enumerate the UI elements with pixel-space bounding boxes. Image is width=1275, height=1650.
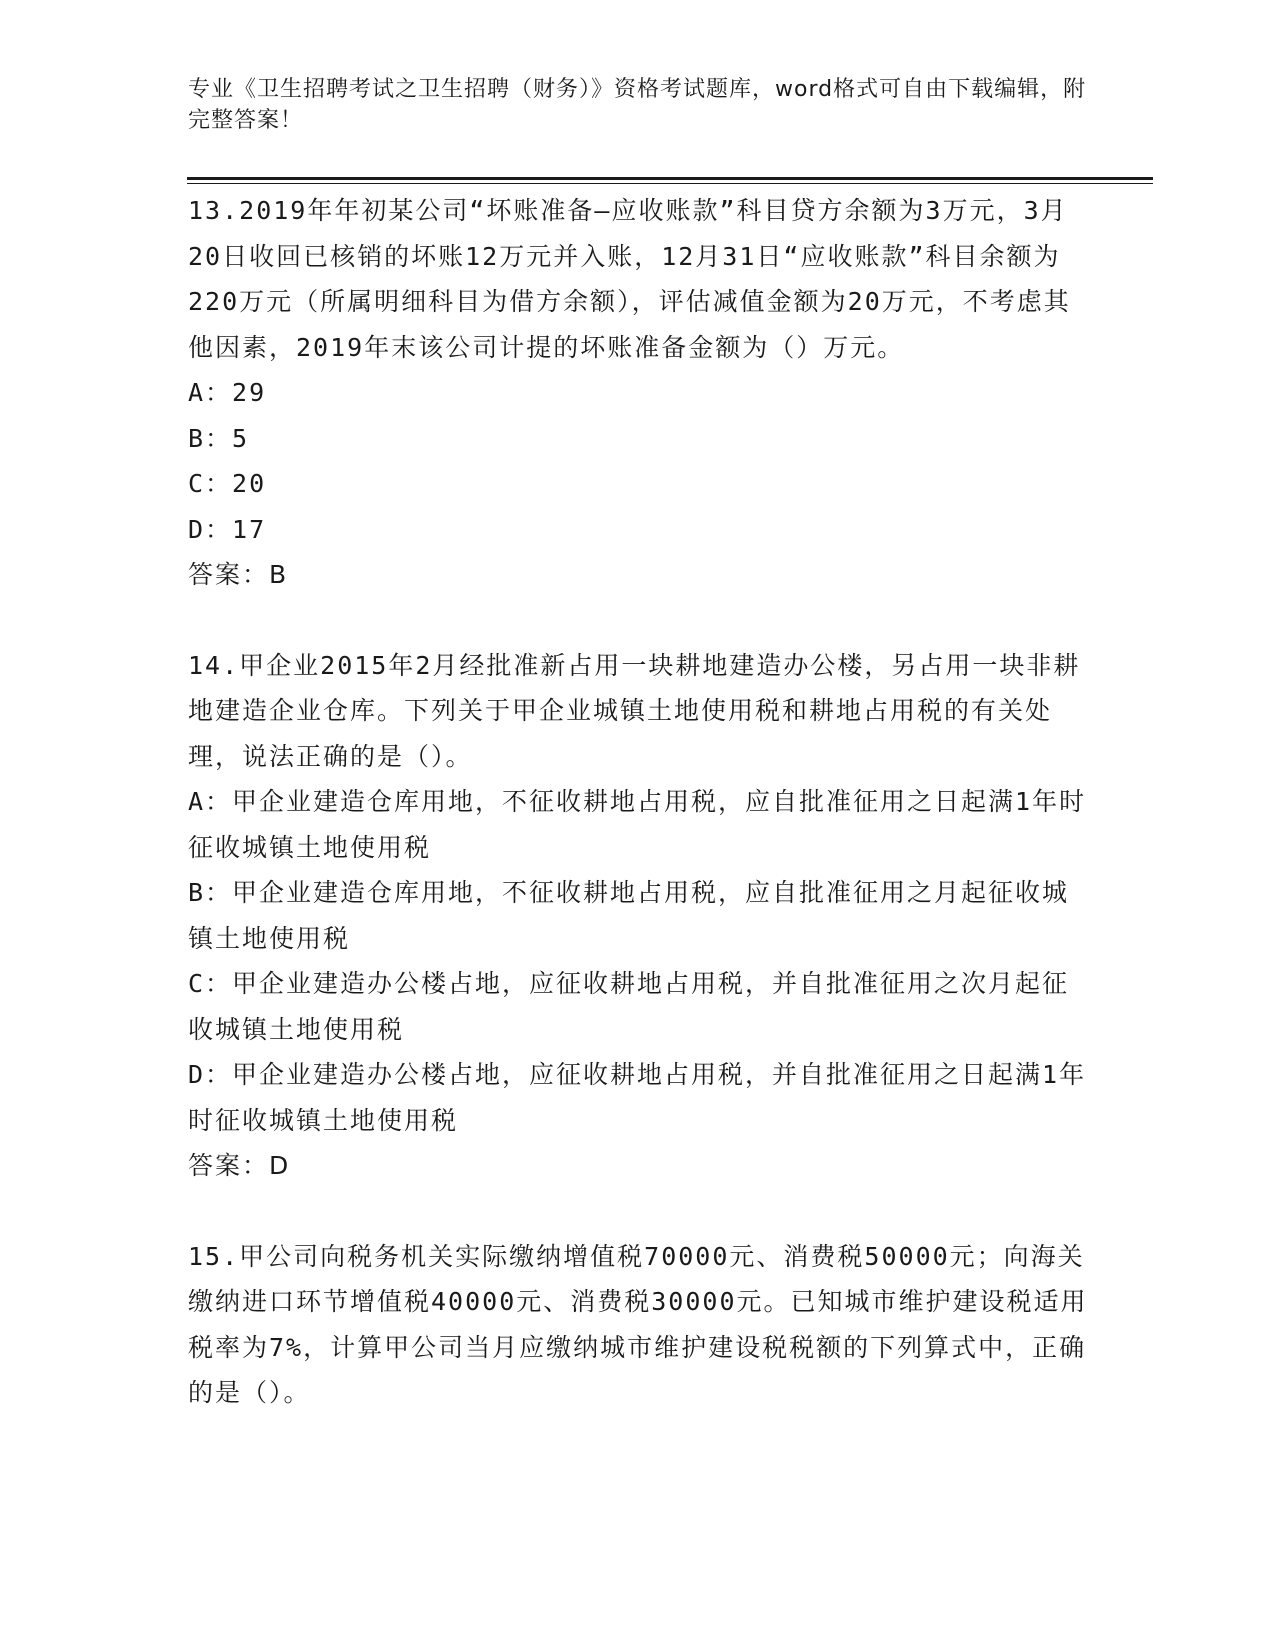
question-13 [188,188,1088,598]
option-a: A：29 [188,378,267,407]
question-gap [188,1189,1088,1234]
option-d: D：17 [188,514,267,544]
question-14 [188,643,1088,1189]
option-c: C：甲企业建造办公楼占地，应征收耕地占用税，并自批准征用之次月起征收城镇土地使用税 [188,969,1070,1044]
option-d: D：甲企业建造办公楼占地，应征收耕地占用税，并自批准征用之日起满1年时征收城镇土地使用税 [188,1060,1087,1135]
question-gap [188,598,1088,643]
option-b: B：5 [188,423,250,453]
header-divider-thick [187,177,1153,180]
question-stem: 13.2019年年初某公司“坏账准备—应收账款”科目贷方余额为3万元，3月20日收回已核销的坏账12万元并入账，12月31日“应收账款”科目余额为220万元（所属明细科目为借方余额），评估减值金额为20万元，不考虑其他因素，2019年末该公司计提的坏账准备金额为（）万元。 [188,196,1071,362]
option-c: C：20 [188,469,267,498]
question-list [188,188,1088,1416]
question-stem: 15.甲公司向税务机关实际缴纳增值税70000元、消费税50000元；向海关缴纳进口环节增值税40000元、消费税30000元。已知城市维护建设税适用税率为7%，计算甲公司当月应缴纳城市维护建设税税额的下列算式中，正确的是（）。 [188,1241,1088,1407]
question-stem: 14.甲企业2015年2月经批准新占用一块耕地建造办公楼，另占用一块非耕地建造企业仓库。下列关于甲企业城镇土地使用税和耕地占用税的有关处理，说法正确的是（）。 [188,650,1081,771]
option-a: A：甲企业建造仓库用地，不征收耕地占用税，应自批准征用之日起满1年时征收城镇土地使用税 [188,787,1087,862]
header-divider-thin [187,183,1153,184]
option-b: B：甲企业建造仓库用地，不征收耕地占用税，应自批准征用之月起征收城镇土地使用税 [188,878,1070,953]
answer: 答案：D [188,1151,291,1180]
answer: 答案：B [188,560,289,589]
question-15 [188,1234,1088,1416]
page-header: 专业《卫生招聘考试之卫生招聘（财务）》资格考试题库，word格式可自由下载编辑，附完整答案！ [188,77,1087,133]
